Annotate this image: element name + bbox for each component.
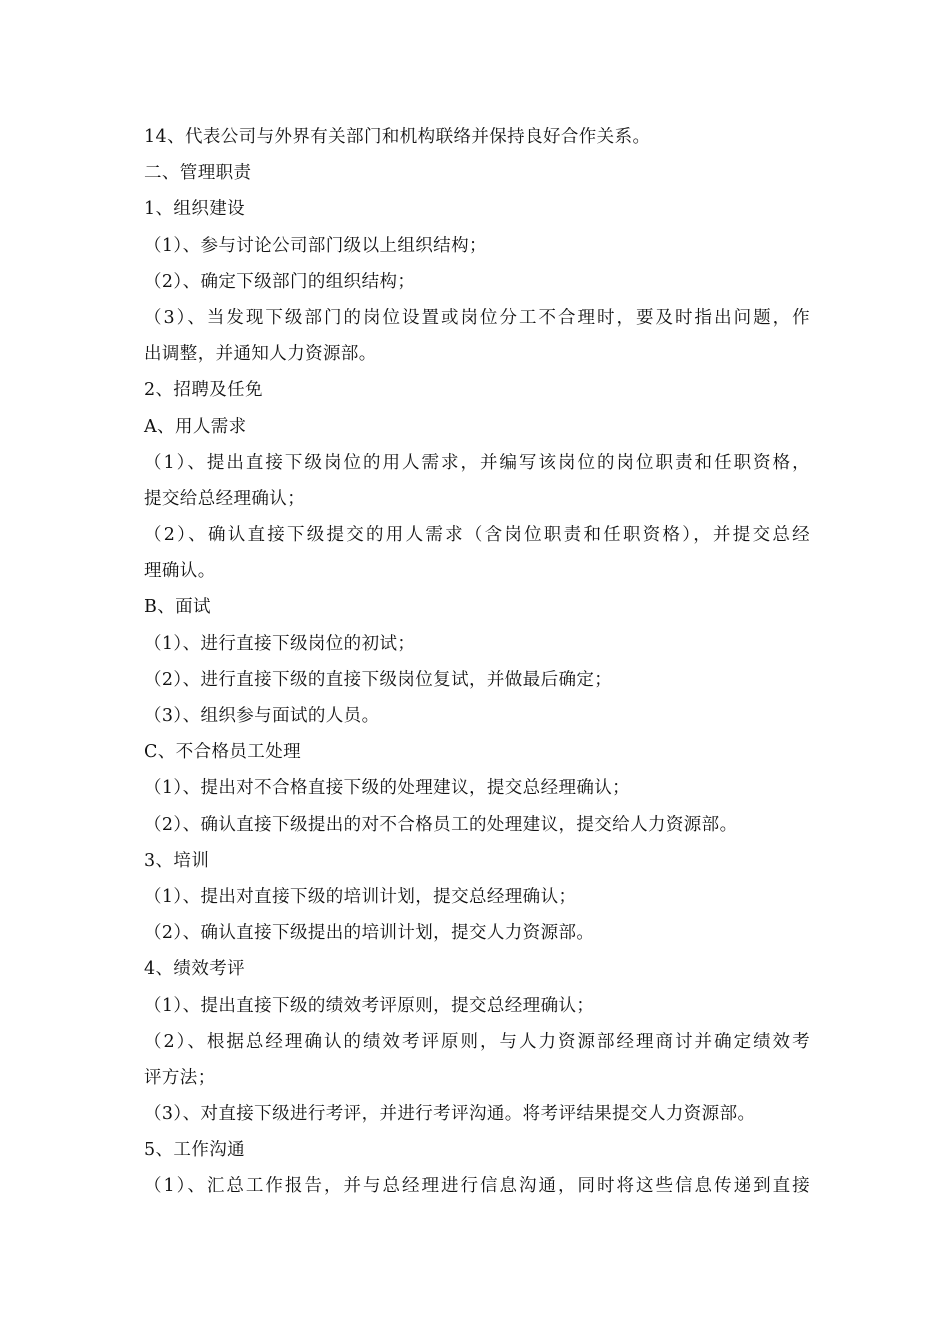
text-line: （1）、汇总工作报告，并与总经理进行信息沟通，同时将这些信息传递到直接 [144, 1176, 810, 1197]
text-line: A、用人需求 [144, 416, 247, 437]
text-line: 理确认。 [144, 561, 216, 582]
text-line: 出调整，并通知人力资源部。 [144, 344, 377, 365]
text-line: （2）、确认直接下级提出的培训计划，提交人力资源部。 [144, 923, 595, 944]
text-line: （3）、对直接下级进行考评，并进行考评沟通。将考评结果提交人力资源部。 [144, 1104, 756, 1125]
text-line: （2）、确认直接下级提交的用人需求（含岗位职责和任职资格），并提交总经 [144, 525, 810, 546]
text-line: （1）、提出直接下级的绩效考评原则，提交总经理确认； [144, 995, 595, 1016]
text-line: （1）、提出对不合格直接下级的处理建议，提交总经理确认； [144, 778, 631, 799]
text-line: （1）、参与讨论公司部门级以上组织结构； [144, 235, 487, 256]
text-line: （3）、当发现下级部门的岗位设置或岗位分工不合理时，要及时指出问题，作 [144, 307, 810, 328]
text-line: 4、绩效考评 [144, 959, 246, 980]
text-line: C、不合格员工处理 [144, 742, 301, 763]
text-line: 5、工作沟通 [144, 1140, 246, 1161]
text-line: （1）、提出直接下级岗位的用人需求，并编写该岗位的岗位职责和任职资格， [144, 452, 810, 473]
text-line: 1、组织建设 [144, 199, 246, 220]
text-line: （2）、确认直接下级提出的对不合格员工的处理建议，提交给人力资源部。 [144, 814, 738, 835]
document-body [144, 119, 810, 1205]
text-line: 提交给总经理确认； [144, 488, 306, 509]
text-line: （2）、确定下级部门的组织结构； [144, 271, 416, 292]
text-line: 2、招聘及任免 [144, 380, 263, 401]
text-line: （2）、进行直接下级的直接下级岗位复试，并做最后确定； [144, 669, 613, 690]
text-line: 二、管理职责 [144, 163, 252, 184]
text-line: B、面试 [144, 597, 211, 618]
text-line: （1）、进行直接下级岗位的初试； [144, 633, 416, 654]
text-line: 评方法； [144, 1067, 216, 1088]
text-line: （1）、提出对直接下级的培训计划，提交总经理确认； [144, 886, 577, 907]
text-line: 14、代表公司与外界有关部门和机构联络并保持良好合作关系。 [144, 127, 651, 147]
text-line: 3、培训 [144, 850, 210, 871]
text-line: （3）、组织参与面试的人员。 [144, 706, 380, 726]
text-line: （2）、根据总经理确认的绩效考评原则，与人力资源部经理商讨并确定绩效考 [144, 1031, 810, 1052]
